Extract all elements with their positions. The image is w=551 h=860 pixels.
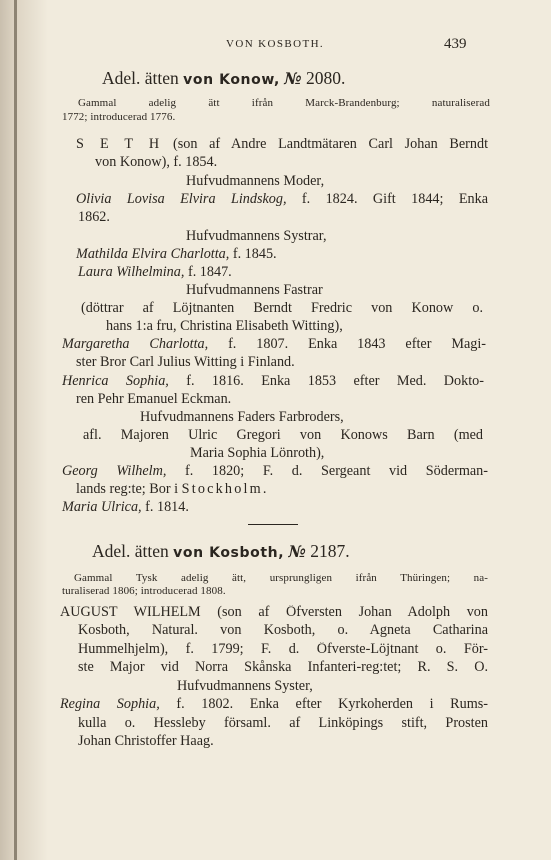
subheading: Hufvudmannens Faders Farbroders, — [140, 409, 344, 425]
entry-line: Georg Wilhelm, f. 1820; F. d. Sergeant vid Söderman- — [62, 464, 488, 479]
section-divider — [248, 524, 298, 525]
entry-line: von Konow), f. 1854. — [95, 154, 218, 170]
entry-line: Henrica Sophia, f. 1816. Enka 1853 efter Med. Dokto- — [62, 374, 484, 389]
book-page — [60, 0, 492, 860]
entry-line: Regina Sophia, f. 1802. Enka efter Kyrkoherden i Rums- — [60, 697, 488, 712]
family-intro-line-2: 1772; introducerad 1776. — [62, 111, 176, 123]
entry-line: Kosboth, Natural. von Kosboth, o. Agneta Catharina — [78, 623, 488, 638]
family-intro-line-2: turaliserad 1806; introducerad 1808. — [62, 585, 226, 597]
entry-line: Hummelhjelm), f. 1799; F. d. Öfverste-Löjtnant o. För- — [78, 642, 488, 657]
family-heading-kosboth — [92, 543, 350, 561]
page-binding-edge — [0, 0, 48, 860]
page-number: 439 — [444, 36, 467, 52]
number-sign: № — [284, 69, 302, 88]
entry-line: Maria Ulrica, f. 1814. — [62, 499, 189, 515]
entry-line: hans 1:a fru, Christina Elisabeth Witting), — [106, 318, 343, 334]
subheading: Hufvudmannens Moder, — [186, 173, 325, 189]
entry-line: S E T H (son af Andre Landtmätaren Carl Johan Berndt — [76, 137, 488, 152]
subheading: Hufvudmannens Syster, — [177, 678, 313, 694]
entry-line: Laura Wilhelmina, f. 1847. — [78, 264, 232, 280]
entry-line: afl. Majoren Ulric Gregori von Konows Barn (med — [83, 428, 483, 443]
subheading: Hufvudmannens Fastrar — [186, 282, 323, 298]
entry-line: Johan Christoffer Haag. — [78, 733, 214, 749]
entry-line: ster Bror Carl Julius Witting i Finland. — [76, 354, 295, 370]
entry-line: kulla o. Hessleby församl. af Linköpings stift, Prosten — [78, 716, 488, 731]
heading-prefix: Adel. ätten — [102, 68, 179, 88]
entry-line: lands reg:te; Bor i Stockholm. — [76, 481, 269, 497]
family-name: von Konow, — [183, 72, 280, 88]
entry-line: ste Major vid Norra Skånska Infanteri-reg:tet; R. S. O. — [78, 660, 488, 675]
entry-line: Olivia Lovisa Elvira Lindskog, f. 1824. Gift 1844; Enka — [76, 192, 488, 207]
entry-line: 1862. — [78, 209, 110, 225]
entry-line: Margaretha Charlotta, f. 1807. Enka 1843 efter Magi- — [62, 337, 486, 352]
family-name: von Kosboth, — [173, 545, 285, 561]
family-number: 2080. — [306, 68, 346, 88]
number-sign: № — [288, 542, 306, 561]
family-intro-line-1: Gammal Tysk adelig ätt, ursprungligen ifrån Thüringen; na- — [74, 573, 488, 584]
heading-prefix: Adel. ätten — [92, 541, 169, 561]
entry-line: Mathilda Elvira Charlotta, f. 1845. — [76, 246, 277, 262]
entry-line: AUGUST WILHELM (son af Öfversten Johan Adolph von — [60, 605, 488, 620]
entry-line: (döttrar af Löjtnanten Berndt Fredric von Konow o. — [81, 301, 483, 316]
entry-line: Maria Sophia Lönroth), — [190, 445, 325, 461]
binding-shadow-line — [14, 0, 17, 860]
family-heading-konow — [102, 70, 345, 88]
running-header-title: VON KOSBOTH. — [226, 38, 325, 50]
family-number: 2187. — [310, 541, 350, 561]
family-intro-line-1: Gammal adelig ätt ifrån Marck-Brandenburg; naturaliserad — [78, 98, 490, 109]
subheading: Hufvudmannens Systrar, — [186, 228, 327, 244]
entry-line: ren Pehr Emanuel Eckman. — [76, 391, 232, 407]
